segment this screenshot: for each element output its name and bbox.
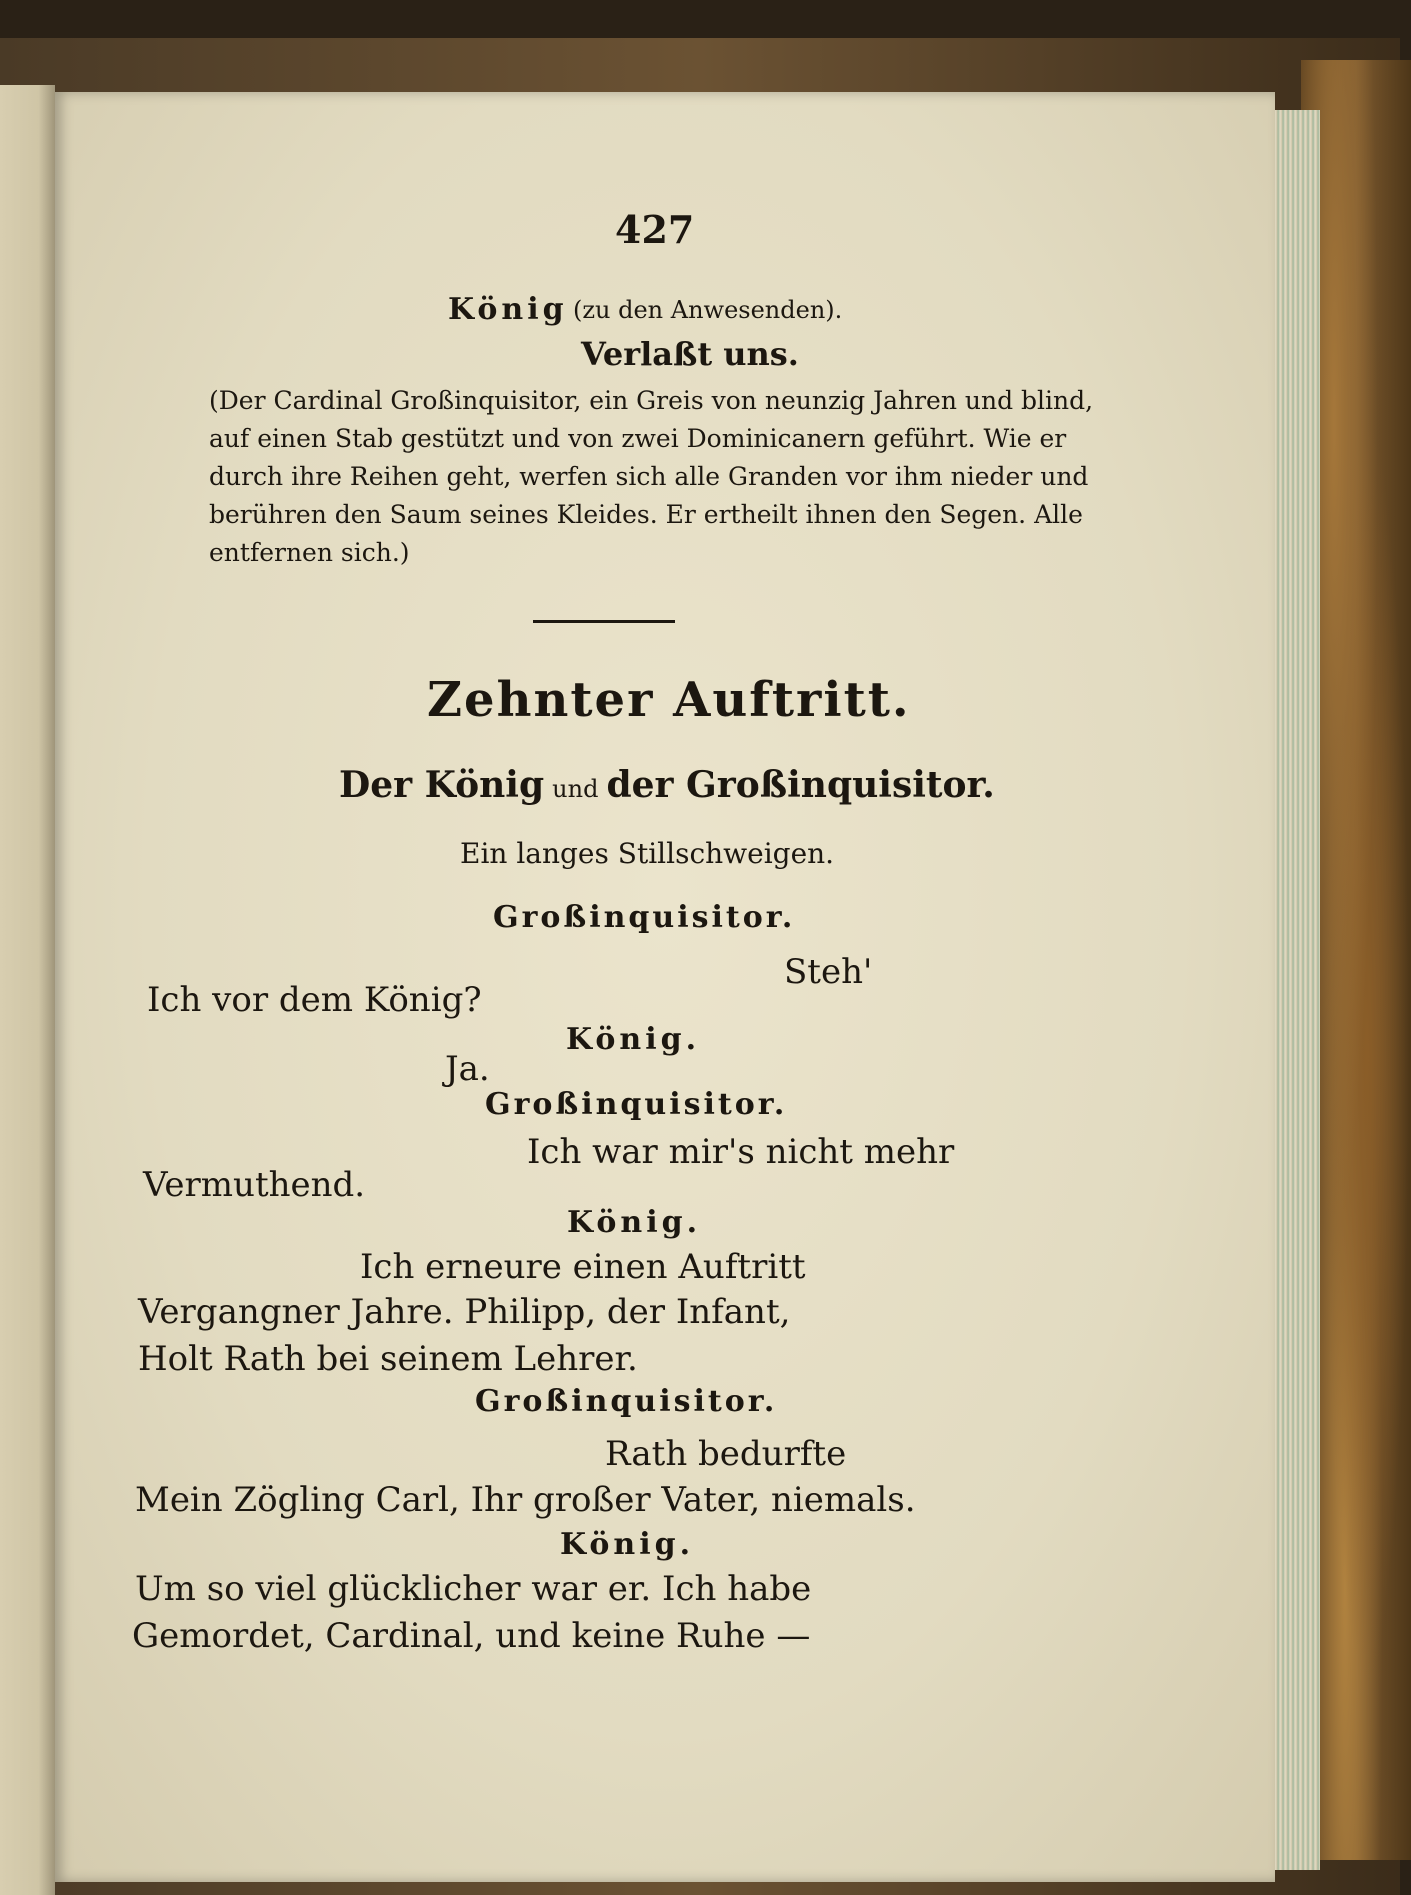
speaker-name: Großinquisitor. [493,900,796,935]
stage-direction-silence: Ein langes Stillschweigen. [460,837,835,870]
section-divider [533,620,675,623]
verse-line: Steh' [784,952,873,992]
stage-direction [209,382,1094,572]
stage-direction-line: durch ihre Reihen geht, werfen sich alle Granden vor ihm nieder und [209,462,1089,491]
speaker-direction: (zu den Anwesenden). [573,296,843,324]
speaker-name: König. [560,1527,695,1562]
speaker-name: König [448,292,568,327]
verse-line: Holt Rath bei seinem Lehrer. [138,1339,638,1379]
verse-line: Um so viel glücklicher war er. Ich habe [135,1569,812,1609]
scene-cast [339,764,995,806]
speaker-name: Großinquisitor. [485,1087,788,1122]
verse-line: Vermuthend. [143,1165,366,1205]
cast-conjunction: und [552,775,599,803]
verse-line: Gemordet, Cardinal, und keine Ruhe — [132,1616,811,1656]
stage-direction-line: auf einen Stab gestützt und von zwei Dominicanern geführt. Wie er [209,424,1067,453]
speaker-name: Großinquisitor. [475,1384,778,1419]
speaker-name: König. [567,1205,702,1240]
verse-line: Ich war mir's nicht mehr [527,1132,955,1172]
book-page [55,92,1275,1882]
page-number: 427 [615,207,695,252]
verse-line: Rath bedurfte [605,1434,847,1474]
verse-line: Ich vor dem König? [147,980,482,1020]
stage-direction-line: entfernen sich.) [209,538,410,567]
verse-line: Ja. [445,1049,490,1089]
verse-line: Verlaßt uns. [581,335,799,373]
scene-title: Zehnter Auftritt. [427,672,911,728]
cast-first: Der König [339,764,545,806]
stage-direction-line: berühren den Saum seines Kleides. Er ertheilt ihnen den Segen. Alle [209,500,1083,529]
cast-second: der Großinquisitor. [606,764,995,806]
verse-line: Vergangner Jahre. Philipp, der Infant, [138,1292,791,1332]
verse-line: Ich erneure einen Auftritt [360,1247,806,1287]
verse-line: Mein Zögling Carl, Ihr großer Vater, niemals. [135,1480,916,1520]
stage-direction-line: (Der Cardinal Großinquisitor, ein Greis von neunzig Jahren und blind, [209,386,1094,415]
speaker-name: König. [566,1022,701,1057]
left-page-edge [0,85,55,1895]
